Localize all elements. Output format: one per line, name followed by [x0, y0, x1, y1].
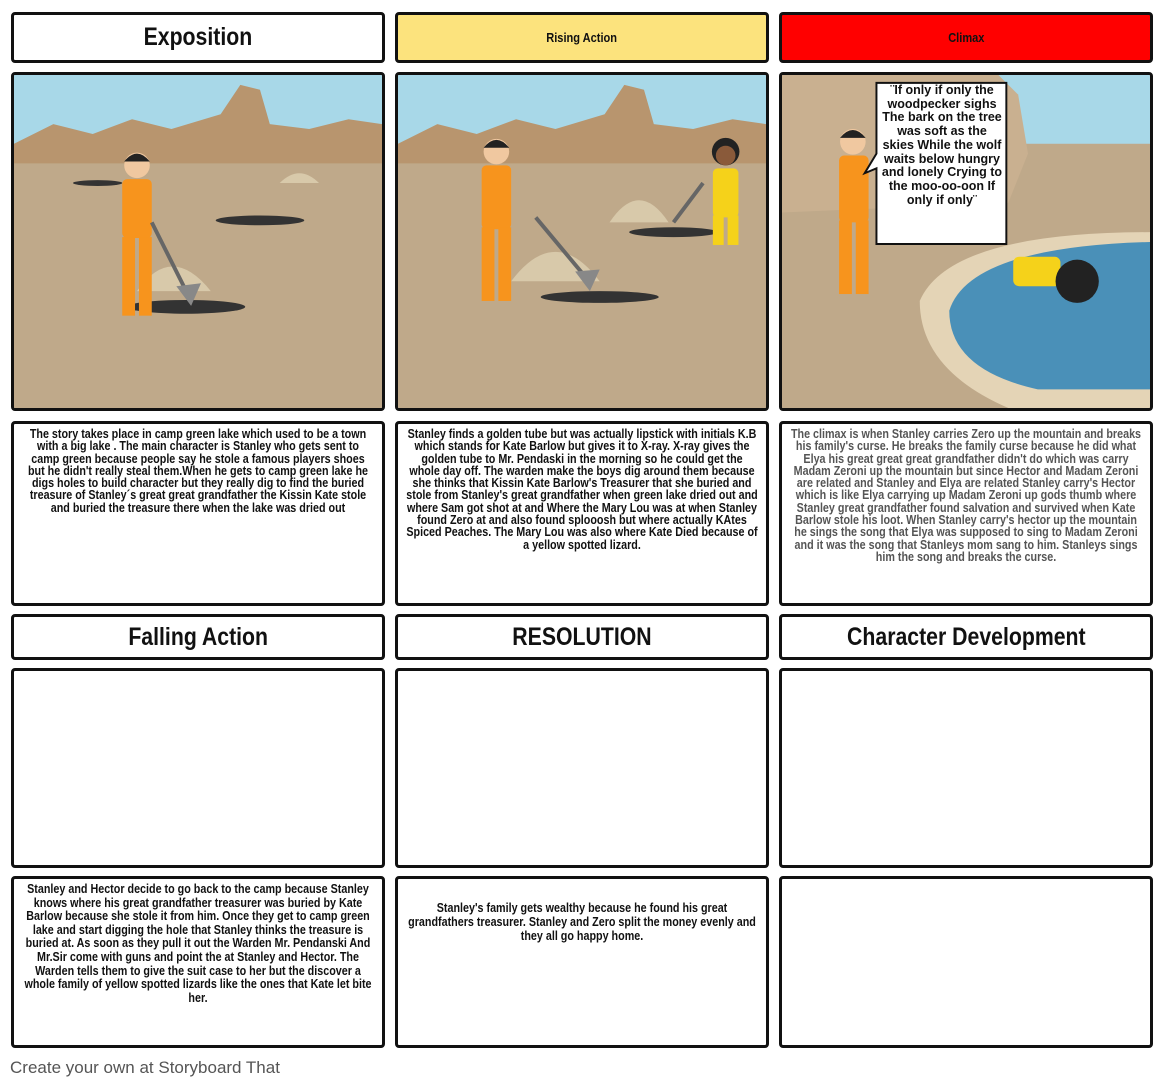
header-character-development[interactable] [779, 614, 1153, 660]
header-label: Falling Action [128, 622, 268, 651]
description-text: The climax is when Stanley carries Zero up the mountain and breaks his family's curse. He breaks the family curse because he did what Elya his great great great grandfather didn't do which was carry Madam Zeroni up the mountain but since Hector and Madam Zeroni are related and Stanley and Elya are related Stanley carry's Hector which is like Elya carrying up Madam Zeroni up gods thumb where Stanley great grandfather found salvation and survived when Kate Barlow stole his loot. When Stanley carry's hector up the mountain he sings the song that Elya was supposed to sing to Madam Zeroni and it was the song that Stanleys mom sang to him. Stanleys sings him the song and breaks the curse. [790, 427, 1142, 564]
text-box-exposition[interactable] [11, 421, 385, 606]
description-text: Stanley and Hector decide to go back to the camp because Stanley knows where his great grandfather treasurer was buried by Kate Barlow because she stole it from him. Once they get to camp green lake and start digging the hole that Stanley thinks the treasure is buried at. As soon as they pull it out the Warden Mr. Pendanski And Mr.Sir come with guns and point the at Stanley and Hector. The Warden tells them to give the suit case to her but the discover a whole family of yellow spotted lizards like the ones that Kate let bite her. [24, 882, 372, 1005]
header-climax[interactable] [779, 12, 1153, 63]
text-box-climax[interactable] [779, 421, 1153, 606]
text-box-falling-action[interactable] [11, 876, 385, 1048]
text-box-rising-action[interactable] [395, 421, 769, 606]
header-label: Climax [947, 30, 985, 45]
scene-character-development-empty[interactable] [779, 668, 1153, 868]
scene-resolution-empty[interactable] [395, 668, 769, 868]
header-label: Character Development [846, 622, 1086, 651]
text-box-resolution[interactable] [395, 876, 769, 1048]
header-label: RESOLUTION [512, 622, 652, 651]
header-rising-action[interactable] [395, 12, 769, 63]
description-text: Stanley's family gets wealthy because he found his great grandfathers treasurer. Stanley and Zero split the money evenly and they all go happy home. [408, 901, 756, 943]
header-label: Exposition [143, 23, 253, 51]
description-text: The story takes place in camp green lake which used to be a town with a big lake . The main character is Stanley who gets sent to camp green because people say he stole a famous players shoes but he didn't really steal them.When he gets to camp green lake he digs holes to build character but they really dig to find the buried treasure of Stanley´s great great grandfather the Kissin Kate stole and buried the treasure there when the lake was dried out [27, 427, 369, 515]
desert-scene-image [14, 75, 382, 408]
speech-bubble-text [880, 84, 1004, 207]
scene-falling-action-empty[interactable] [11, 668, 385, 868]
song-lyrics: ¨If only if only the woodpecker sighs The bark on the tree was soft as the skies While the wolf waits below hungry and lonely Crying to the moo-oo-oon If only if only¨ [881, 83, 1003, 207]
storyboard-watermark: Create your own at Storyboard That [10, 1058, 280, 1077]
header-resolution[interactable] [395, 614, 769, 660]
header-label: Rising Action [546, 30, 618, 45]
header-exposition[interactable] [11, 12, 385, 63]
description-text: Stanley finds a golden tube but was actually lipstick with initials K.B which stands for Kate Barlow but gives it to X-ray. X-ray gives the golden tube to Mr. Pendaski in the morning so he could get the whole day off. The warden make the boys dig around them because she thinks that Kissin Kate Barlow's Treasurer that she buried and stole from Stanley's great grandfather when green lake dried out and where Sam got shot at and Where the Mary Lou was at when Stanley found Zero at and also found splooosh but where actually KAtes Spiced Peaches. The Mary Lou was also where Kate Died because of a yellow spotted lizard. [406, 427, 758, 552]
scene-exposition[interactable] [11, 72, 385, 411]
header-falling-action[interactable] [11, 614, 385, 660]
text-box-character-development[interactable] [779, 876, 1153, 1048]
desert-scene-image [398, 75, 766, 408]
scene-rising-action[interactable] [395, 72, 769, 411]
